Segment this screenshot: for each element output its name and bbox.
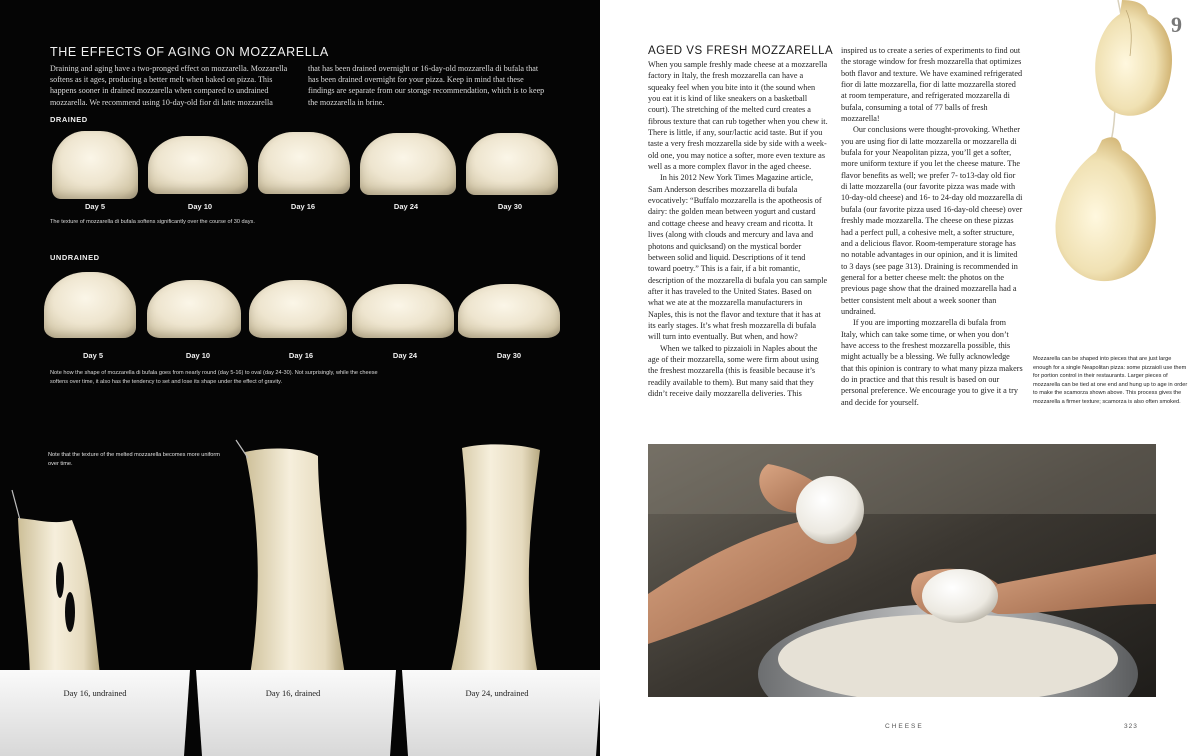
drained-cheese-day24 [360,133,456,195]
chapter-number: 9 [1171,12,1182,37]
body-paragraph: If you are importing mozzarella di bufala from Italy, which can take some time, or when you don’t have access to the freshest mozzarella possible, this might actually be a blessing. We fully acknowledge that this opinion is contrary to what many pizza makers do in practice and that this result is based on our personal preference. We encourage you to give it a try and decide for yourself. [841,318,1023,407]
stretch-day16-drained [245,449,345,675]
body-paragraph: inspired us to create a series of experiments to find out the storage window for fresh mozzarella that optimizes both flavor and texture. We have examined refrigerated fior di latte mozzarella, fior di latte mozzarella stored at room temperature, and refrigerated mozzarella di bufala, consuming a total of 77 balls of fresh mozzarella! [841,46,1023,124]
bowl-1 [0,670,190,756]
drained-day-label: Day 10 [187,202,213,211]
drained-label: DRAINED [50,115,88,124]
footer-section: CHEESE [885,723,924,730]
body-paragraph: When you sample freshly made cheese at a mozzarella factory in Italy, the fresh mozzarella can have a squeaky feel when you bite into it (the sound when you eat it is kind of like sneakers on a basketball court). The stretching of the melted curd creates a fibrous texture that can rub together when you chew it. There is little, if any, sour/lactic acid taste. But if you taste a very fresh mozzarella side by side with a week-old one, you may notice a softer, more even texture as well as a more complex flavor in the aged cheese. [648,60,828,172]
scamorza-illustration [1040,0,1200,300]
right-page-title: AGED VS FRESH MOZZARELLA [648,45,834,57]
stretch-caption: Note that the texture of the melted mozzarella becomes more uniform over time. [48,452,220,467]
undrained-cheese-day24 [352,284,454,338]
drained-cheese-day10 [148,136,248,194]
right-page [600,0,1200,756]
undrained-day-label: Day 16 [288,351,314,360]
undrained-cheese-day10 [147,280,241,338]
undrained-day-label: Day 10 [185,351,211,360]
intro-column-1: Draining and aging have a two-pronged effect on mozzarella. Mozzarella softens as it ages, producing a better melt when baked on pizza. This happens sooner in drained mozzarella when compared to undrained mozzarella. We recommend using 10-day-old fior di latte mozzarella [50,64,288,107]
scamorza-top [1095,0,1172,116]
bowl-label: Day 16, drained [265,688,321,698]
bowl-label: Day 24, undrained [465,688,529,698]
undrained-cheese-day5 [44,272,136,338]
page-number: 323 [1124,723,1138,730]
undrained-day-label: Day 5 [82,351,103,360]
left-page-title: THE EFFECTS OF AGING ON MOZZARELLA [50,45,329,59]
body-column-2 [841,45,1023,408]
drained-cheese-day30 [466,133,558,195]
undrained-cheese-day16 [249,280,347,338]
body-column-1 [648,59,828,399]
undrained-label: UNDRAINED [50,253,100,262]
undrained-cheese-day30 [458,284,560,338]
hands-shaping-mozzarella-photo [648,444,1156,697]
drained-day-label: Day 24 [393,202,419,211]
scamorza-caption: Mozzarella can be shaped into pieces that are just large enough for a single Neapolitan pizza: some pizzaioli use them for portion control in their restaurants. Larger pieces of mozzarella can be tied at one end and hung up to age in order to make the scamorza shown above. This process gives the mozzarella a firmer texture; scamorza is also often smoked. [1033,356,1188,405]
intro-column-2: that has been drained overnight or 16-day-old mozzarella di bufala that has been drained overnight for your pizza. Keep in mind that these findings are separate from our storage recommendation, which is to keep the mozzarella in brine. [308,64,545,107]
bowl-label: Day 16, undrained [63,688,127,698]
bowl-2 [196,670,396,756]
body-paragraph: In his 2012 New York Times Magazine article, Sam Anderson describes mozzarella di bufala evocatively: “Buffalo mozzarella is the apotheosis of dairy: the golden mean between yogurt and custard and cottage cheese and heavy cream and ricotta. It lives (along with clouds and mercury and lava and photons and quicksand) on the mystical border between solid and liquid. Descriptions of it tend toward poetry.” This is a fair, if a bit romantic, description of the mozzarella di bufala you can sample after it has traveled to the United States. Based on what we ate at the mozzarella manufacturers in Naples, this is not the flavor and texture that it has at its early stages. It’s what fresh mozzarella di bufala will turn into eventually. But when, and how? [648,173,828,342]
stretched-mozzarella-illustration [0,430,600,756]
undrained-day-label: Day 30 [496,351,522,360]
drained-day-label: Day 5 [84,202,105,211]
scamorza-bottom [1056,137,1156,281]
stretch-day24-undrained [450,444,540,675]
undrained-caption: Note how the shape of mozzarella di bufala goes from nearly round (day 5-16) to oval (day 24-30). Not surprisingly, while the cheese softens over time, it also has the tendency to set and lose its shape under the effect of gravity. [50,370,378,385]
drained-cheese-day5 [52,131,138,199]
photo-illustration [648,444,1156,697]
drained-caption: The texture of mozzarella di bufala softens significantly over the course of 30 days. [50,219,255,225]
undrained-day-label: Day 24 [392,351,418,360]
body-paragraph: Our conclusions were thought-provoking. Whether you are using fior di latte mozzarella or mozzarella di bufala for your Neapolitan pizza, you’ll get a softer, more uniform texture if you let the cheese mature. The flavor benefits as well; we prefer 7- to13-day old fior di latte mozzarella (our favorite pizza was made with 10-day-old cheese) and 16- to 24-day old mozzarella di bufala (our favorite pizza used 16-day-old cheese) over freshly made mozzarella. The cheese on these pizzas had a perfect pull, a cohesive melt, a softer structure, and a delicious flavor. Room-temperature storage has no notable advantages in our opinion, and it is limited to 3 days (see page 313). Draining is recommended in general for a better cheese melt: the photos on the previous page show that the drained mozzarella had a better consistent melt about a week sooner than undrained. [841,125,1023,316]
drained-cheese-day16 [258,132,350,194]
drained-day-label: Day 16 [290,202,316,211]
drained-day-label: Day 30 [497,202,523,211]
body-paragraph: When we talked to pizzaioli in Naples about the age of their mozzarella, some were firm about using the freshest mozzarella (this is feasible because it’s readily available to them). But many said that they didn’t receive daily mozzarella deliveries. This [648,343,819,398]
bowl-3 [402,670,600,756]
